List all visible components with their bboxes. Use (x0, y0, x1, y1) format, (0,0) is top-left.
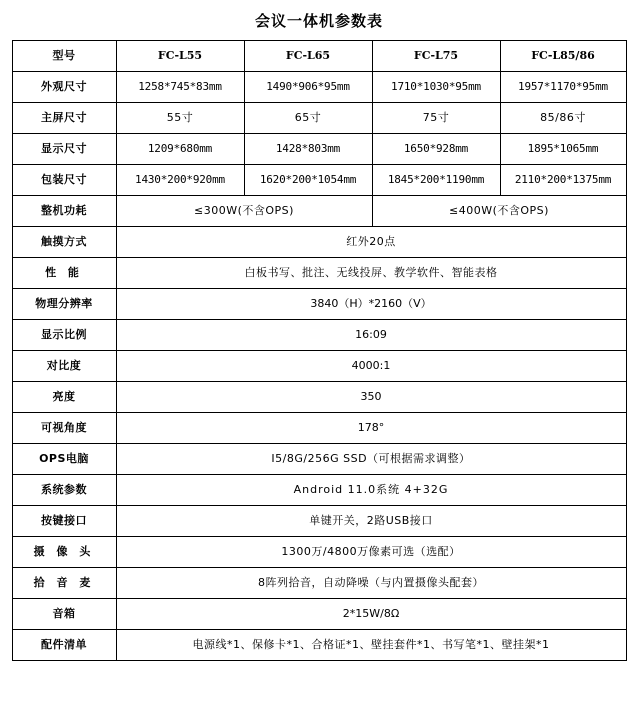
row-label: OPS电脑 (12, 444, 116, 475)
table-row (12, 475, 626, 506)
table-header-row (12, 41, 626, 72)
table-body (12, 41, 626, 661)
table-cell: 65寸 (244, 103, 372, 134)
table-cell: 1710*1030*95mm (372, 72, 500, 103)
table-cell: 2110*200*1375mm (500, 165, 626, 196)
table-row (12, 196, 626, 227)
table-cell: 8阵列拾音，自动降噪（与内置摄像头配套） (116, 568, 626, 599)
row-label: 触摸方式 (12, 227, 116, 258)
row-label: 物理分辨率 (12, 289, 116, 320)
table-row (12, 227, 626, 258)
table-cell: 1430*200*920mm (116, 165, 244, 196)
table-cell: 1620*200*1054mm (244, 165, 372, 196)
table-cell: 白板书写、批注、无线投屏、教学软件、智能表格 (116, 258, 626, 289)
table-cell: 1300万/4800万像素可选（选配） (116, 537, 626, 568)
table-cell: 1650*928mm (372, 134, 500, 165)
table-row (12, 134, 626, 165)
table-cell: 1428*803mm (244, 134, 372, 165)
row-label: 摄 像 头 (12, 537, 116, 568)
row-label: 主屏尺寸 (12, 103, 116, 134)
table-cell: 350 (116, 382, 626, 413)
table-cell: 75寸 (372, 103, 500, 134)
table-cell: 1490*906*95mm (244, 72, 372, 103)
table-cell: 178° (116, 413, 626, 444)
table-cell: 85/86寸 (500, 103, 626, 134)
table-row (12, 72, 626, 103)
table-cell: 1957*1170*95mm (500, 72, 626, 103)
table-cell: 4000:1 (116, 351, 626, 382)
table-cell: 单键开关，2路USB接口 (116, 506, 626, 537)
table-row (12, 444, 626, 475)
table-cell: 1895*1065mm (500, 134, 626, 165)
row-label: 可视角度 (12, 413, 116, 444)
header-label-model: 型号 (12, 41, 116, 72)
table-row (12, 630, 626, 661)
table-row (12, 165, 626, 196)
column-header-model: FC-L65 (244, 41, 372, 72)
table-row (12, 103, 626, 134)
table-cell: I5/8G/256G SSD（可根据需求调整） (116, 444, 626, 475)
table-row (12, 382, 626, 413)
table-cell: ≤300W(不含OPS) (116, 196, 372, 227)
column-header-model: FC-L75 (372, 41, 500, 72)
table-row (12, 413, 626, 444)
row-label: 显示尺寸 (12, 134, 116, 165)
row-label: 外观尺寸 (12, 72, 116, 103)
table-row (12, 506, 626, 537)
row-label: 系统参数 (12, 475, 116, 506)
table-cell: 3840（H）*2160（V） (116, 289, 626, 320)
table-row (12, 258, 626, 289)
row-label: 拾 音 麦 (12, 568, 116, 599)
table-cell: 电源线*1、保修卡*1、合格证*1、壁挂套件*1、书写笔*1、壁挂架*1 (116, 630, 626, 661)
table-cell: ≤400W(不含OPS) (372, 196, 626, 227)
table-row (12, 537, 626, 568)
table-row (12, 568, 626, 599)
column-header-model: FC-L55 (116, 41, 244, 72)
column-header-model: FC-L85/86 (500, 41, 626, 72)
row-label: 音箱 (12, 599, 116, 630)
table-row (12, 320, 626, 351)
row-label: 按键接口 (12, 506, 116, 537)
row-label: 包装尺寸 (12, 165, 116, 196)
row-label: 整机功耗 (12, 196, 116, 227)
table-cell: 2*15W/8Ω (116, 599, 626, 630)
row-label: 亮度 (12, 382, 116, 413)
table-cell: Android 11.0系统 4+32G (116, 475, 626, 506)
table-cell: 16:09 (116, 320, 626, 351)
row-label: 显示比例 (12, 320, 116, 351)
table-row (12, 351, 626, 382)
table-row (12, 599, 626, 630)
table-cell: 1209*680mm (116, 134, 244, 165)
table-cell: 1258*745*83mm (116, 72, 244, 103)
table-cell: 红外20点 (116, 227, 626, 258)
table-cell: 55寸 (116, 103, 244, 134)
table-cell: 1845*200*1190mm (372, 165, 500, 196)
row-label: 对比度 (12, 351, 116, 382)
row-label: 性 能 (12, 258, 116, 289)
row-label: 配件清单 (12, 630, 116, 661)
specification-table (12, 40, 627, 661)
page-title: 会议一体机参数表 (254, 12, 383, 30)
table-row (12, 289, 626, 320)
